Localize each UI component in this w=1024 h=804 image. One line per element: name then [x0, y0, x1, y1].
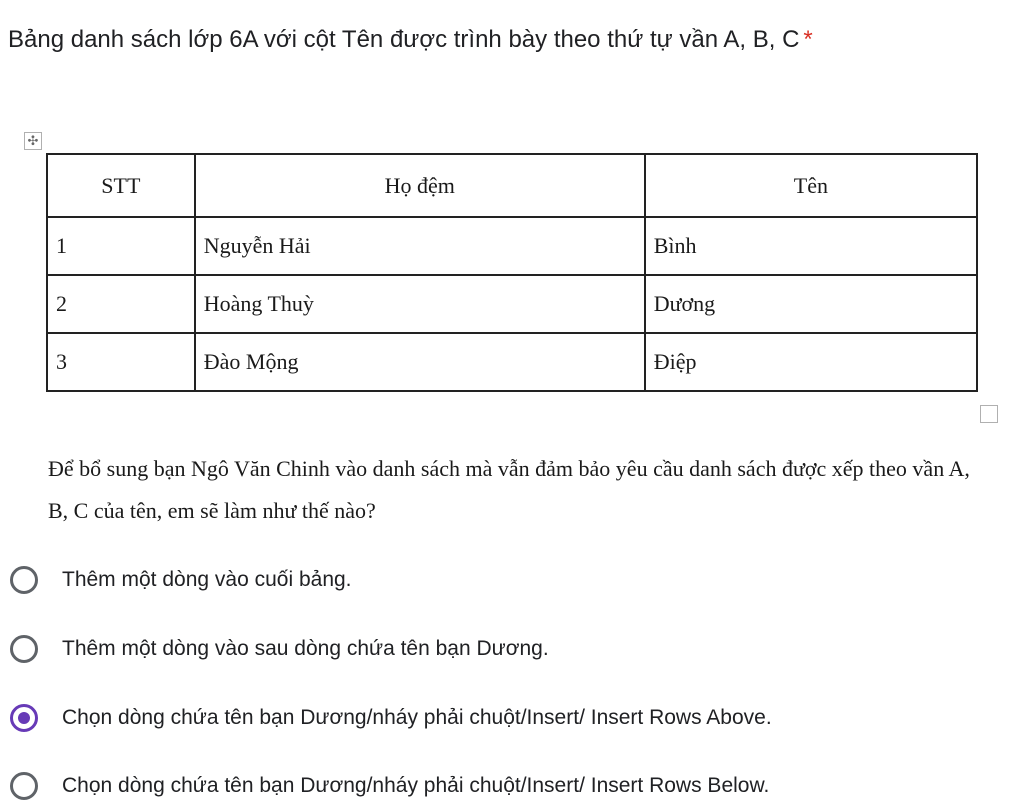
- table-header-row: [47, 154, 977, 217]
- header-ho-dem: Họ đệm: [195, 154, 645, 217]
- option-label[interactable]: Chọn dòng chứa tên bạn Dương/nháy phải chuột/Insert/ Insert Rows Below.: [62, 774, 770, 797]
- cell-ten: Bình: [645, 217, 977, 275]
- cell-stt: 3: [47, 333, 195, 391]
- radio-unchecked-icon[interactable]: [10, 635, 38, 663]
- header-ten: Tên: [645, 154, 977, 217]
- table-row: [47, 333, 977, 391]
- table-row: [47, 275, 977, 333]
- option-4[interactable]: [8, 768, 769, 804]
- cell-ten: Dương: [645, 275, 977, 333]
- cell-stt: 2: [47, 275, 195, 333]
- option-label[interactable]: Thêm một dòng vào sau dòng chứa tên bạn Dương.: [62, 637, 549, 660]
- cell-ho-dem: Nguyễn Hải: [195, 217, 645, 275]
- option-1[interactable]: [8, 562, 352, 598]
- cell-ho-dem: Hoàng Thuỳ: [195, 275, 645, 333]
- cell-ho-dem: Đào Mộng: [195, 333, 645, 391]
- table-row: [47, 217, 977, 275]
- question-title: [8, 26, 813, 54]
- cell-stt: 1: [47, 217, 195, 275]
- radio-checked-icon[interactable]: [10, 704, 38, 732]
- option-2[interactable]: [8, 631, 549, 667]
- option-label[interactable]: Chọn dòng chứa tên bạn Dương/nháy phải chuột/Insert/ Insert Rows Above.: [62, 706, 772, 729]
- option-3[interactable]: [8, 700, 772, 736]
- question-title-text: Bảng danh sách lớp 6A với cột Tên được trình bày theo thứ tự vần A, B, C: [8, 26, 800, 53]
- header-stt: STT: [47, 154, 195, 217]
- radio-unchecked-icon[interactable]: [10, 772, 38, 800]
- radio-unchecked-icon[interactable]: [10, 566, 38, 594]
- cell-ten: Điệp: [645, 333, 977, 391]
- table-move-handle-icon[interactable]: ✣: [24, 132, 42, 150]
- required-asterisk: *: [803, 26, 813, 53]
- table-resize-handle[interactable]: [980, 405, 998, 423]
- question-prompt: Để bổ sung bạn Ngô Văn Chinh vào danh sách mà vẫn đảm bảo yêu cầu danh sách được xếp theo vần A, B, C của tên, em sẽ làm như thế nào?: [48, 456, 970, 523]
- option-label[interactable]: Thêm một dòng vào cuối bảng.: [62, 568, 352, 591]
- class-roster-table: [46, 153, 978, 392]
